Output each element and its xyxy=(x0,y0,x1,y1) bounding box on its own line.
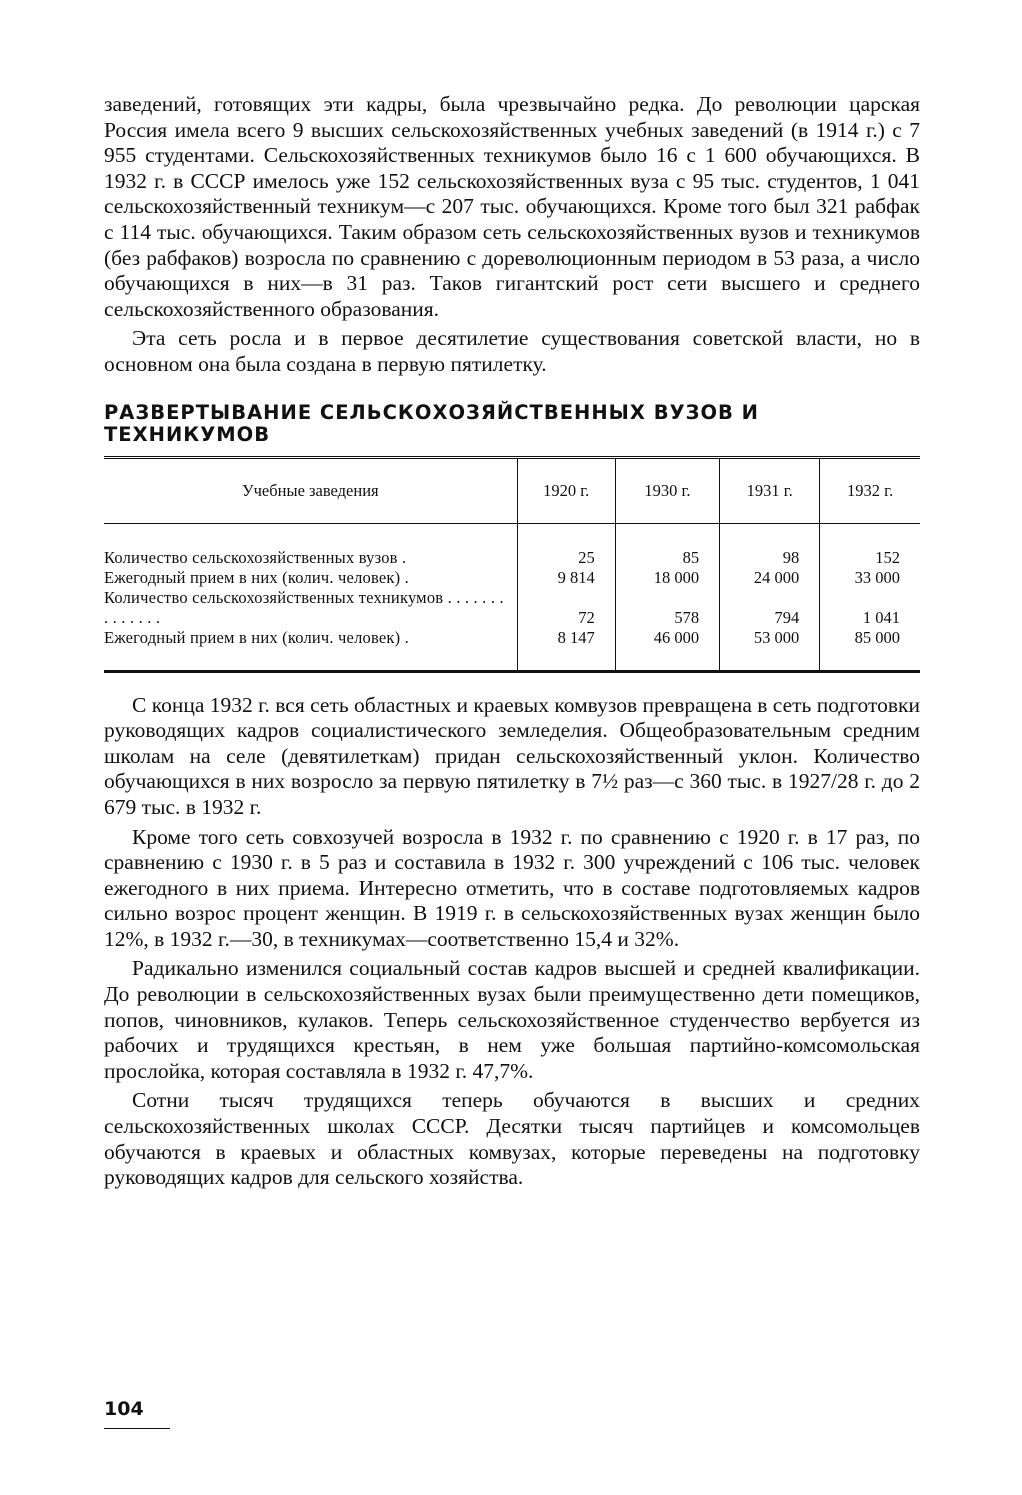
table-row-label: Ежегодный прием в них (колич. человек) . xyxy=(104,567,409,587)
table-row-label: Количество сельскохозяйственных техникумов . . . . . . . . . . . . . . xyxy=(104,587,504,627)
body-paragraph: Кроме того сеть совхозучей возросла в 1932 г. по сравнению с 1920 г. в 17 раз, по сравнению с 1930 г. в 5 раз и составила в 1932 г. 300 учреждений с 106 тыс. человек ежегодного в них приема. Интересно отметить, что в составе подготовляемых кадров сильно возрос процент женщин. В 1919 г. в сельскохозяйственных вузах женщин было 12%, в 1932 г.—30, в техникумах—соответственно 15,4 и 32%. xyxy=(104,824,920,951)
body-paragraph: заведений, готовящих эти кадры, была чрезвычайно редка. До революции царская Россия имела всего 9 высших сельскохозяйственных учебных заведений (в 1914 г.) с 7 955 студентами. Сельскохозяйственных техникумов было 16 с 1 600 обучающихся. В 1932 г. в СССР имелось уже 152 сельскохозяйственных вуза с 95 тыс. студентов, 1 041 сельскохозяйственный техникум—с 207 тыс. обучающихся. Кроме того был 321 рабфак с 114 тыс. обучающихся. Таким образом сеть сельскохозяйственных вузов и техникумов (без рабфаков) возросла по сравнению с дореволюционным периодом в 53 раза, а число обучающихся в них—в 31 раз. Таков гигантский рост сети высшего и среднего сельскохозяйственного образования. xyxy=(104,92,920,321)
table-cell: 152 xyxy=(820,523,920,568)
table-cell: 794 xyxy=(720,588,820,628)
table-cell: 578 xyxy=(615,588,719,628)
table-cell: 46 000 xyxy=(615,628,719,672)
table-row-label: Количество сельскохозяйственных вузов . xyxy=(104,547,407,567)
table-header-cell: 1932 г. xyxy=(820,457,920,523)
table-cell: 18 000 xyxy=(615,568,719,588)
body-paragraph: Эта сеть росла и в первое десятилетие существования советской власти, но в основном она была создана в первую пятилетку. xyxy=(104,326,920,376)
table-cell: 9 814 xyxy=(517,568,615,588)
table-row xyxy=(104,523,920,568)
page-content xyxy=(104,92,920,1191)
page-number: 104 xyxy=(104,1398,144,1420)
table-row-label: Ежегодный прием в них (колич. человек) . xyxy=(104,627,409,647)
table-cell: 85 000 xyxy=(820,628,920,672)
table-cell: 72 xyxy=(517,588,615,628)
table-cell: 1 041 xyxy=(820,588,920,628)
table-cell: 98 xyxy=(720,523,820,568)
page-number-rule xyxy=(104,1428,170,1429)
table-row xyxy=(104,628,920,672)
table-cell: 53 000 xyxy=(720,628,820,672)
table-header-row xyxy=(104,457,920,523)
table-header-cell: 1920 г. xyxy=(517,457,615,523)
table-header-cell: Учебные заведения xyxy=(104,457,517,523)
body-paragraph: Сотни тысяч трудящихся теперь обучаются в высших и средних сельскохозяйственных школах СССР. Десятки тысяч партийцев и комсомольцев обучаются в краевых и областных комвузах, которые переведены на подготовку руководящих кадров для сельского хозяйства. xyxy=(104,1088,920,1190)
table-cell: 24 000 xyxy=(720,568,820,588)
body-paragraph: С конца 1932 г. вся сеть областных и краевых комвузов превращена в сеть подготовки руководящих кадров социалистического земледелия. Общеобразовательным средним школам на селе (девятилеткам) придан сельскохозяйственный уклон. Количество обучающихся в них возросло за первую пятилетку в 7½ раз—с 360 тыс. в 1927/28 г. до 2 679 тыс. в 1932 г. xyxy=(104,692,920,819)
table-cell: 25 xyxy=(517,523,615,568)
table-cell: 33 000 xyxy=(820,568,920,588)
body-paragraph: Радикально изменился социальный состав кадров высшей и средней квалификации. До революции в сельскохозяйственных вузах были преимущественно дети помещиков, попов, чиновников, кулаков. Теперь сельскохозяйственное студенчество вербуется из рабочих и трудящихся крестьян, в нем уже большая партийно-комсомольская прослойка, которая составляла в 1932 г. 47,7%. xyxy=(104,956,920,1083)
table-cell: 8 147 xyxy=(517,628,615,672)
table-row xyxy=(104,588,920,628)
section-title: РАЗВЕРТЫВАНИЕ СЕЛЬСКОХОЗЯЙСТВЕННЫХ ВУЗОВ И ТЕХНИКУМОВ xyxy=(104,400,760,446)
table-row xyxy=(104,568,920,588)
statistics-table xyxy=(104,456,920,673)
body-text-after-table xyxy=(104,693,920,1191)
table-header-cell: 1931 г. xyxy=(720,457,820,523)
table-cell: 85 xyxy=(615,523,719,568)
table-header-cell: 1930 г. xyxy=(615,457,719,523)
